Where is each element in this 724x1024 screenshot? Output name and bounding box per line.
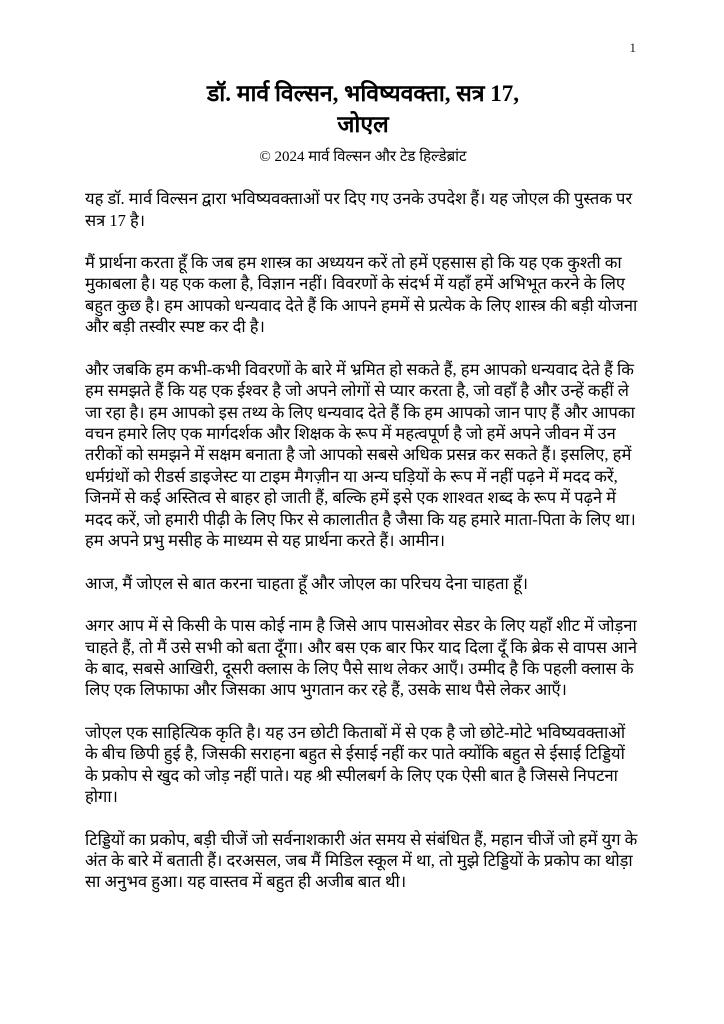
- paragraph: जोएल एक साहित्यिक कृति है। यह उन छोटी किताबों में से एक है जो छोटे-मोटे भविष्यवक्ताओं के बीच छिपी हुई है, जिसकी सराहना बहुत से ईसाई नहीं कर पाते क्योंकि बहुत से ईसाई टिड्डियों के प्रकोप से खुद को जोड़ नहीं पाते। यह श्री स्पीलबर्ग के लिए एक ऐसी बात है जिससे निपटना होगा।: [85, 722, 626, 807]
- title-line-1: डॉ. मार्व विल्सन, भविष्यवक्ता, सत्र 17,: [206, 81, 520, 106]
- paragraph: और जबकि हम कभी-कभी विवरणों के बारे में भ्रमित हो सकते हैं, हम आपको धन्यवाद देते हैं कि हम समझते हैं कि यह एक ईश्वर है जो अपने लोगों से प्यार करता है, जो वहाँ है और उन्हें कहीं ले जा रहा है। हम आपको इस तथ्य के लिए धन्यवाद देते हैं कि हम आपको जान पाए हैं और आपका वचन हमारे लिए एक मार्गदर्शक और शिक्षक के रूप में महत्वपूर्ण है जो हमें अपने जीवन में उन तरीकों को समझने में सक्षम बनाता है जो आपको सबसे अधिक प्रसन्न कर सकते हैं। इसलिए, हमें धर्मग्रंथों को रीडर्स डाइजेस्ट या टाइम मैगज़ीन या अन्य घड़ियों के रूप में नहीं पढ़ने में मदद करें, जिनमें से कई अस्तित्व से बाहर हो जाती हैं, बल्कि हमें इसे एक शाश्वत शब्द के रूप में पढ़ने में मदद करें, जो हमारी पीढ़ी के लिए फिर से कालातीत है जैसा कि यह हमारे माता-पिता के लिए था। हम अपने प्रभु मसीह के माध्यम से यह प्रार्थना करते हैं। आमीन।: [85, 359, 636, 551]
- paragraph: यह डॉ. मार्व विल्सन द्वारा भविष्यवक्ताओं पर दिए गए उनके उपदेश हैं। यह जोएल की पुस्तक पर सत्र 17 है।: [85, 189, 633, 230]
- page-number: 1: [629, 40, 636, 55]
- document-title: [85, 78, 641, 140]
- title-line-2: जोएल: [337, 112, 389, 138]
- paragraph: टिड्डियों का प्रकोप, बड़ी चीजें जो सर्वनाशकारी अंत समय से संबंधित हैं, महान चीजें जो हमें युग के अंत के बारे में बताती हैं। दरअसल, जब मैं मिडिल स्कूल में था, तो मुझे टिड्डियों के प्रकोप का थोड़ा सा अनुभव हुआ। यह वास्तव में बहुत ही अजीब बात थी।: [85, 829, 638, 892]
- paragraph: आज, मैं जोएल से बात करना चाहता हूँ और जोएल का परिचय देना चाहता हूँ।: [85, 573, 528, 593]
- paragraph: मैं प्रार्थना करता हूँ कि जब हम शास्त्र का अध्ययन करें तो हमें एहसास हो कि यह एक कुश्ती का मुकाबला है। यह एक कला है, विज्ञान नहीं। विवरणों के संदर्भ में यहाँ हमें अभिभूत करने के लिए बहुत कुछ है। हम आपको धन्यवाद देते हैं कि आपने हममें से प्रत्येक के लिए शास्त्र की बड़ी योजना और बड़ी तस्वीर स्पष्ट कर दी है।: [85, 252, 638, 337]
- copyright-line: © 2024 मार्व विल्सन और टेड हिल्डेब्रांट: [259, 149, 467, 166]
- document-content: [85, 78, 641, 914]
- paragraph: अगर आप में से किसी के पास कोई नाम है जिसे आप पासओवर सेडर के लिए यहाँ शीट में जोड़ना चाहते हैं, तो मैं उसे सभी को बता दूँगा। और बस एक बार फिर याद दिला दूँ कि ब्रेक से वापस आने के बाद, सबसे आखिरी, दूसरी क्लास के लिए पैसे साथ लेकर आएँ। उम्मीद है कि पहली क्लास के लिए एक लिफाफा और जिसका आप भुगतान कर रहे हैं, उसके साथ पैसे लेकर आएँ।: [85, 616, 638, 700]
- document-body: [85, 188, 641, 893]
